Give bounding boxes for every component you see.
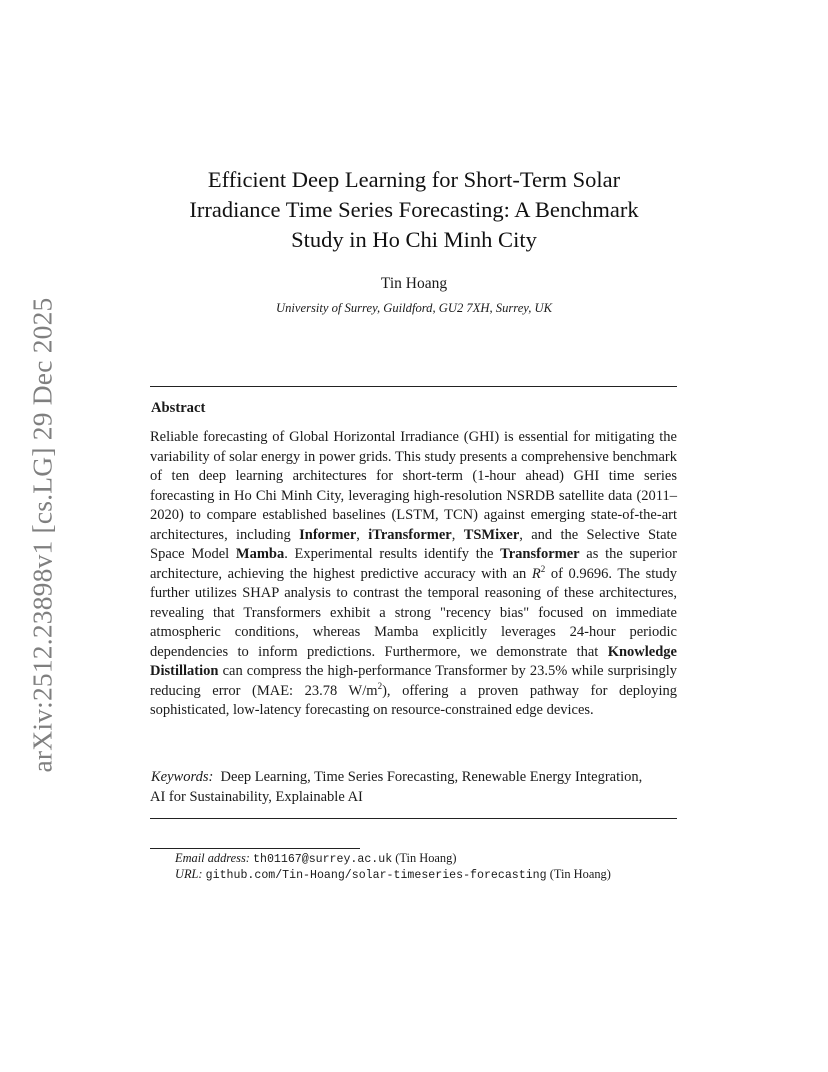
author-name: Tin Hoang — [380, 275, 448, 292]
paper-title — [150, 165, 678, 255]
url-owner: (Tin Hoang) — [549, 867, 611, 881]
url-label: URL: — [175, 867, 203, 881]
abstract-heading: Abstract — [151, 400, 206, 416]
author-affiliation: University of Surrey, Guildford, GU2 7XH, Surrey, UK — [276, 301, 552, 315]
abstract-top-rule — [150, 386, 677, 387]
footnote-rule — [150, 848, 360, 849]
term-transformer: Transformer — [500, 546, 580, 562]
term-knowledge-distillation: Knowledge Distillation — [150, 643, 677, 679]
footnote-email — [175, 851, 456, 866]
repository-url-link[interactable]: github.com/Tin-Hoang/solar-timeseries-forecasting — [205, 869, 547, 882]
keywords-text: Deep Learning, Time Series Forecasting, Renewable Energy Integration, AI for Sustainability, Explainable AI — [150, 769, 643, 805]
arxiv-side-stamp — [20, 296, 64, 774]
arxiv-identifier: arXiv:2512.23898v1 [cs.LG] 29 Dec 2025 — [26, 297, 58, 773]
keywords — [150, 768, 650, 807]
email-address-link[interactable]: th01167@surrey.ac.uk — [253, 853, 393, 866]
term-mamba: Mamba — [235, 546, 285, 562]
abstract-body: Reliable forecasting of Global Horizontal Irradiance (GHI) is essential for mitigating the variability of solar energy in power grids. This study presents a comprehensive benchmark of ten deep learning architectures for short-term (1-hour ahead) GHI time series forecasting in Ho Chi Minh City, leveraging high-resolution NSRDB satellite data (2011–2020) to compare established baselines (LSTM, TCN) against emerging state-of-the-art architectures, including Informer, iTransformer, TSMixer, and the Selective State Space Model Mamba. Experimental results identify the Transformer as the superior architecture, achieving the highest predictive accuracy with an $R^2$ of 0.9696. The study further utilizes SHAP analysis to contrast the temporal reasoning of these architectures, revealing that Transformers exhibit a strong "recency bias" focused on immediate atmospheric conditions, whereas Mamba explicitly leverages 24-hour periodic dependencies to inform predictions. Furthermore, we demonstrate that Knowledge Distillation can compress the high-performance Transformer by 23.5% while surprisingly reducing error (MAE: 23.78 $W/m^2$), offering a proven pathway for deploying sophisticated, low-latency forecasting on resource-constrained edge devices. — [150, 429, 678, 718]
email-label: Email address: — [175, 851, 250, 865]
title-line: Study in Ho Chi Minh City — [291, 227, 537, 252]
title-line: Efficient Deep Learning for Short-Term Solar — [207, 167, 621, 192]
term-informer: Informer — [299, 526, 357, 543]
email-owner: (Tin Hoang) — [395, 851, 457, 865]
abstract-bottom-rule — [150, 818, 677, 819]
term-itransformer: iTransformer — [368, 526, 452, 543]
keywords-label: Keywords: — [151, 769, 214, 785]
r-squared-symbol: R — [531, 565, 541, 582]
term-tsmixer: TSMixer — [463, 526, 520, 543]
footnote-url — [175, 867, 611, 882]
title-line: Irradiance Time Series Forecasting: A Benchmark — [189, 197, 639, 222]
